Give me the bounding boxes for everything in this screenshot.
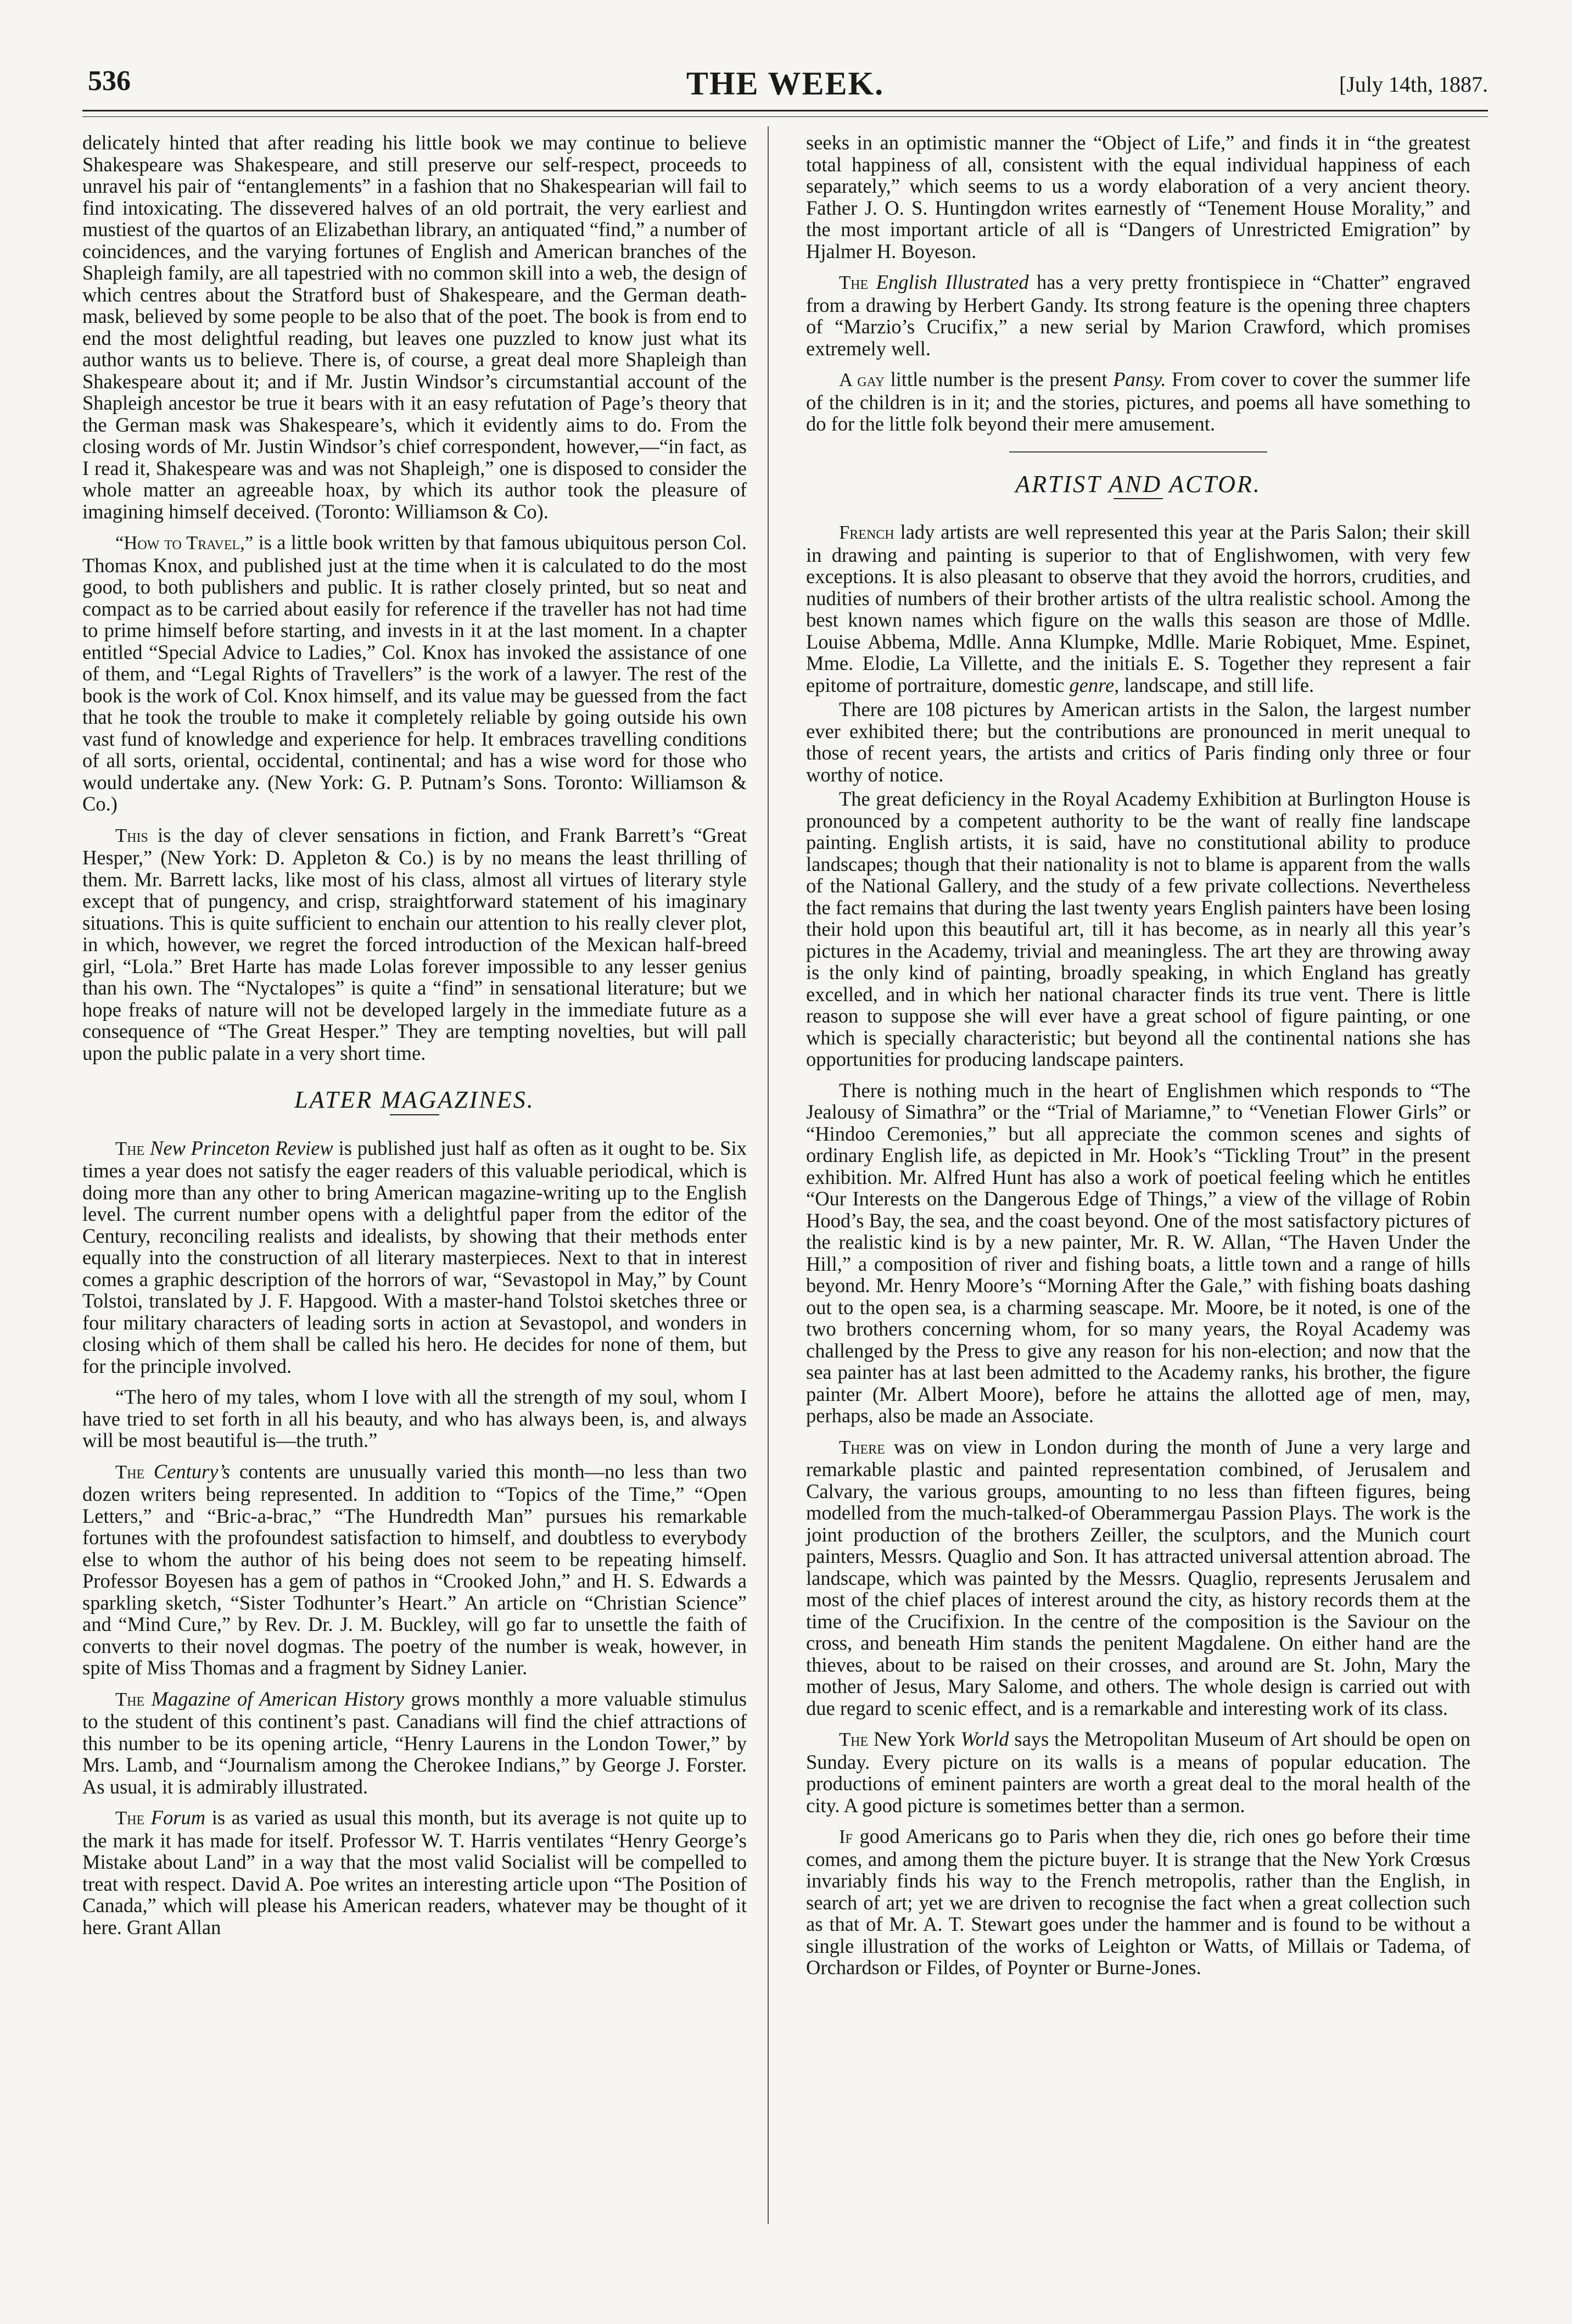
paragraph-english-scenes: There is nothing much in the heart of Englishmen which responds to “The Jealousy of Simathra” or the “Trial of Mariamne,” to “Venetian Flower Girls” or “Hindoo Ceremonies,” but all appreciate the common scenes and sights of ordinary English life, as depicted in Mr. Hook’s “Tickling Trout” in the present exhibition. Mr. Alfred Hunt has also a work of poetical feeling which he entitles “Our Interests on the Dangerous Edge of Things,” a view of the village of Robin Hood’s Bay, the sea, and the coast beyond. One of the most satisfactory pictures of the realistic kind is by a new painter, Mr. R. W. Allan, “The Haven Under the Hill,” a composition of river and fishing boats, a little town and a range of hills beyond. Mr. Henry Moore’s “Morning After the Gale,” with fishing boats dashing out to the open sea, is a charming seascape. Mr. Moore, be it noted, is one of the two brothers concerning whom, for so many years, the Royal Academy was challenged by the Press to give any reason for his non-election; and now that the sea painter has at last been admitted to the Academy ranks, his brother, the figure painter (Mr. Albert Moore), before he attains the allotted age of men, may, perhaps, also be made an Associate. xyxy=(806,1079,1470,1427)
paragraph-forum: The Forum is as varied as usual this month, but its average is not quite up to the mark it has made for itself. Professor W. T. Harris ventilates “Henry George’s Mistake about Land” in a way that the most valid Socialist will be compelled to treat with respect. David A. Poe writes an interesting article upon “The Position of Canada,” which will please his American readers, whatever may be thought of it here. Grant Allan xyxy=(82,1806,747,1938)
header-rule-thin xyxy=(82,116,1488,117)
right-column xyxy=(806,132,1470,1988)
page-number: 536 xyxy=(88,65,131,97)
section-title-underline xyxy=(390,1114,439,1115)
issue-date: [July 14th, 1887. xyxy=(1339,72,1488,97)
paragraph-royal-academy: The great deficiency in the Royal Academy Exhibition at Burlington House is pronounced by a competent authority to be the want of really fine landscape painting. English artists, it is said, have no constitutional ability to produce landscapes; though that their nationality is not to blame is apparent from the walls of the National Gallery, and the study of a few private collections. Nevertheless the fact remains that during the last twenty years English painters have been losing their hold upon this beautiful art, till it has become, as in nearly all this year’s pictures in the Academy, trivial and meaningless. The art they are throwing away is the only kind of painting, broadly speaking, in which England has greatly excelled, and in which her national character finds its true vent. There is little reason to suppose she will ever have a great school of figure painting, or one which is specially characteristic; but beyond all the continental nations she has opportunities for producing landscape painters. xyxy=(806,787,1470,1070)
paragraph-paris-salon: French lady artists are well represented this year at the Paris Salon; their skill in drawing and painting is superior to that of Englishwomen, with very few exceptions. It is also pleasant to observe that they avoid the horrors, crudities, and nudities of numbers of their brother artists of the ultra realistic school. Among the best known names which figure on the walls this season are those of Mdlle. Louise Abbema, Mdlle. Anna Klumpke, Mdlle. Marie Robiquet, Mme. Espinet, Mme. Elodie, La Villette, and the initials E. S. Together they represent a fair epitome of portraiture, domestic genre, landscape, and still life. xyxy=(806,521,1470,696)
paragraph-metropolitan-museum: The New York World says the Metropolitan Museum of Art should be open on Sunday. Every picture on its walls is a means of popular education. The productions of eminent painters are worth a great deal to the moral health of the city. A good picture is sometimes better than a sermon. xyxy=(806,1728,1470,1817)
paragraph-english-illustrated: The English Illustrated has a very pretty frontispiece in “Chatter” engraved from a drawing by Herbert Gandy. Its strong feature is the opening three chapters of “Marzio’s Crucifix,” a new serial by Marion Crawford, which promises extremely well. xyxy=(806,271,1471,360)
paragraph-tolstoi-quote: “The hero of my tales, whom I love with all the strength of my soul, whom I have tried to set forth in all his beauty, and who has always been, is, and always will be most beautiful is—the truth.” xyxy=(82,1386,747,1451)
left-column xyxy=(82,132,747,1947)
masthead xyxy=(82,65,1488,114)
paragraph-how-to-travel: “How to Travel,” is a little book written by that famous ubiquitous person Col. Thomas Knox, and published just at the time when it is calculated to do the most good, to both publishers and public. It is rather closely printed, but so neat and compact as to be carried about easily for reference if the traveller has not had time to prime himself before starting, and invests in it at the last moment. In a chapter entitled “Special Advice to Ladies,” Col. Knox has invoked the assistance of one of them, and “Legal Rights of Travellers” is the work of a lawyer. The rest of the book is the work of Col. Knox himself, and its value may be guessed from the fact that he took the trouble to make it completely reliable by going outside his own vast fund of knowledge and experience for help. It embraces travelling conditions of all sorts, oriental, occidental, continental; and has a wise word for those who would undertake any. (New York: G. P. Putnam’s Sons. Toronto: Williamson & Co.) xyxy=(82,531,747,815)
journal-title: THE WEEK. xyxy=(686,65,885,102)
paragraph-magazine-of-american-history: The Magazine of American History grows monthly a more valuable stimulus to the student of this continent’s past. Canadians will find the chief attractions of this number to be its opening article, “Henry Laurens in the London Tower,” by Mrs. Lamb, and “Journalism among the Cherokee Indians,” by George J. Forster. As usual, it is admirably illustrated. xyxy=(82,1687,747,1798)
paragraph-great-hesper: This is the day of clever sensations in fiction, and Frank Barrett’s “Great Hesper,” (New York: D. Appleton & Co.) is by no means the least thrilling of them. Mr. Barrett lacks, like most of his class, almost all virtues of literary style except that of pungency, and crisp, straightforward statement of his imaginary situations. This is quite sufficient to enchain our attention to his really clever plot, in which, however, we regret the forced introduction of the Mexican half-breed girl, “Lola.” Bret Harte has made Lolas forever impossible to any lesser genius than his own. The “Nyctalopes” is quite a “find” in sensational literature; but we hope freaks of nature will not be developed largely in the immediate future as a consequence of “The Great Hesper.” They are tempting novelties, but will pall upon the public palate in a very short time. xyxy=(82,823,747,1064)
paragraph-new-princeton-review: The New Princeton Review is published just half as often as it ought to be. Six times a year does not satisfy the eager readers of this valuable periodical, which is doing more than any other to bring American magazine-writing up to the English level. The current number opens with a delightful paper from the editor of the Century, reconciling realists and idealists, by showing that their methods enter equally into the construction of all literary masterpieces. Next to that in interest comes a graphic description of the horrors of war, “Sevastopol in May,” by Count Tolstoi, translated by J. F. Hapgood. With a master-hand Tolstoi sketches three or four military characters of leading sorts in action at Sevastopol, and wonders in closing which of them shall be called his hero. He decides for none of them, but for the principle involved. xyxy=(82,1136,747,1377)
section-title-later-magazines: LATER MAGAZINES. xyxy=(294,1086,535,1113)
paragraph-century: The Century’s contents are unusually varied this month—no less than two dozen writers being represented. In addition to “Topics of the Time,” “Open Letters,” and “Bric-a-brac,” “The Hundredth Man” pursues his remarkable fortunes with the profoundest satisfaction to himself, and doubtless to everybody else to whom the author of his being does not seem to be repeating himself. Professor Boyesen has a gem of pathos in “Crooked John,” and H. S. Edwards a sparkling sketch, “Sister Todhunter’s Heart.” An article on “Christian Science” and “Mind Cure,” by Rev. Dr. J. M. Buckley, will go far to unsettle the faith of converts to their novel dogmas. The poetry of the number is weak, however, in spite of Miss Thomas and a fragment by Sidney Lanier. xyxy=(82,1460,747,1679)
paragraph-jerusalem-calvary: There was on view in London during the month of June a very large and remarkable plastic and painted representation combined, of Jerusalem and Calvary, the various groups, amounting to no less than fifteen figures, being modelled from the much-talked-of Oberammergau Passion Plays. The work is the joint production of the brothers Zeiller, the sculptors, and the Munich court painters, Messrs. Quaglio and Son. It has attracted universal attention abroad. The landscape, which was painted by the Messrs. Quaglio, represents Jerusalem and most of the chief places of interest around the city, as history records them at the time of the Crucifixion. In the centre of the composition is the Saviour on the cross, and beneath Him stands the penitent Magdalene. On either hand are the thieves, about to be raised on their crosses, and around are St. John, Mary the mother of Jesus, Mary Salome, and others. The whole design is carried out with due regard to scenic effect, and is a remarkable and interesting work of its class. xyxy=(806,1435,1470,1719)
section-separator-rule xyxy=(1009,451,1267,452)
section-title-underline xyxy=(1114,498,1163,499)
paragraph-forum-continued: seeks in an optimistic manner the “Object of Life,” and finds it in “the greatest total happiness of all, consistent with the equal individual happiness of each separately,” which seems to us a wordy elaboration of a very ancient theory. Father J. O. S. Huntingdon writes earnestly of “Tenement House Morality,” and the most important article of all is “Dangers of Unrestricted Emigration” by Hjalmer H. Boyeson. xyxy=(806,131,1470,262)
section-title-artist-and-actor: ARTIST AND ACTOR. xyxy=(1015,470,1261,498)
paragraph-picture-buyer: If good Americans go to Paris when they die, rich ones go before their time comes, and among them the picture buyer. It is strange that the New York Crœsus invariably finds his way to the French metropolis, rather than the English, in search of art; yet we are driven to recognise the fact when a great collection such as that of Mr. A. T. Stewart goes under the hammer and is found to be without a single illustration of the works of Leighton or Watts, of Millais or Tadema, of Orchardson or Fildes, of Poynter or Burne-Jones. xyxy=(806,1825,1470,1979)
paragraph-pansy: A gay little number is the present Pansy. From cover to cover the summer life of the children is in it; and the stories, pictures, and poems all have something to do for the little folk beyond their mere amusement. xyxy=(806,368,1470,435)
paragraph-american-pictures: There are 108 pictures by American artists in the Salon, the largest number ever exhibited there; but the contributions are pronounced in merit unequal to those of recent years, the artists and critics of Paris finding only three or four worthy of notice. xyxy=(806,698,1470,786)
paragraph-shapleigh-review: delicately hinted that after reading his little book we may continue to believe Shakespeare was Shakespeare, and still preserve our self-respect, proceeds to unravel his pair of “entanglements” in a fashion that no Shakespearian will fail to find intoxicating. The dissevered halves of an old portrait, the very earliest and mustiest of the quartos of an Elizabethan library, an antiquated “find,” a number of coincidences, and the varying fortunes of English and American branches of the Shapleigh family, are all tapestried with no common skill into a web, the design of which centres about the Stratford bust of Shakespeare, and the German death-mask, believed by some people to be also that of the poet. The book is from end to end the most delightful reading, but leaves one puzzled to know just what its author wants us to believe. There is, of course, a great deal more Shapleigh than Shakespeare about it; and if Mr. Justin Windsor’s circumstantial account of the Shapleigh ancestor be true it bears with it an easy refutation of Page’s theory that the German mask was Shakespeare’s, which it evidently aims to do. From the closing words of Mr. Justin Windsor’s chief correspondent, however,—“in fact, as I read it, Shakespeare was and was not Shapleigh,” one is disposed to consider the whole matter an agreeable hoax, by which its author took the pleasure of imagining himself deceived. (Toronto: Williamson & Co). xyxy=(82,131,747,523)
column-divider xyxy=(768,126,769,2224)
header-rule-thick xyxy=(82,110,1488,111)
